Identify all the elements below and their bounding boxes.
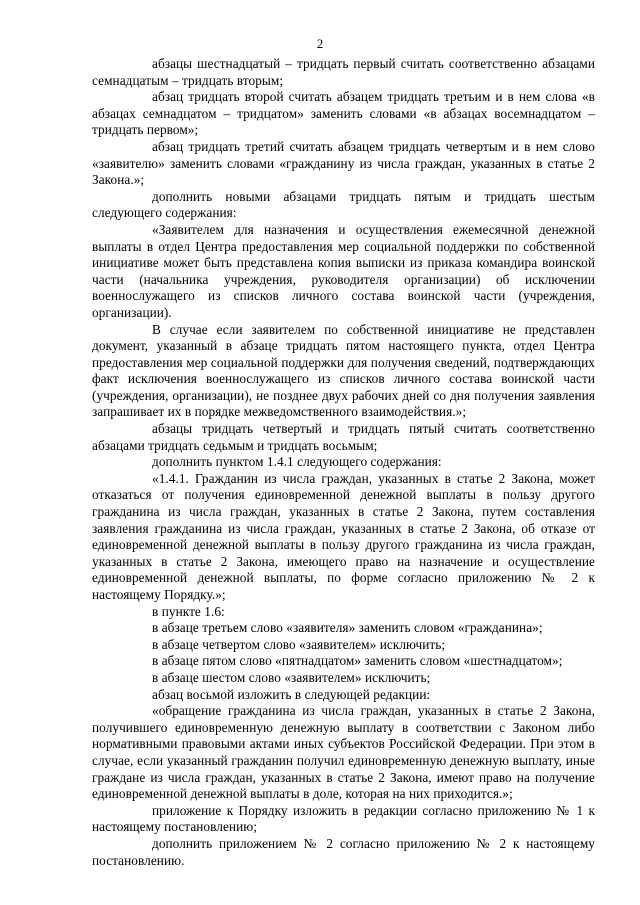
paragraph: абзац тридцать третий считать абзацем тридцать четвертым и в нем слово «заявителю» заменить словами «гражданину из числа граждан, указанных в статье 2 Закона.»; (92, 138, 595, 188)
paragraph: в пункте 1.6: (152, 603, 225, 619)
paragraph: дополнить пунктом 1.4.1 следующего содержания: (152, 454, 442, 470)
paragraph: В случае если заявителем по собственной инициативе не представлен документ, указанный в абзаце тридцать пятом настоящего пункта, отдел Центра предоставления мер социальной поддержки для получения сведений, подтверждающих факт исключения военнослужащего из списков личного состава воинской части (учреждения, организации), не позднее двух рабочих дней со дня получения заявления запрашивает их в порядке межведомственного взаимодействия.»; (92, 321, 595, 420)
paragraph: в абзаце пятом слово «пятнадцатом» заменить словом «шестнадцатом»; (152, 653, 563, 669)
document-body (92, 56, 595, 869)
page-number: 2 (316, 36, 324, 51)
paragraph: «1.4.1. Гражданин из числа граждан, указанных в статье 2 Закона, может отказаться от получения единовременной денежной выплаты в пользу другого гражданина из числа граждан, указанных в статье 2 Закона, путем составления заявления гражданина из числа граждан, указанных в статье 2 Закона, об отказе от единовременной денежной выплаты в пользу другого гражданина из числа граждан, указанных в статье 2 Закона, имеющего право на назначение и осуществление единовременной денежной выплаты, по форме согласно приложению № 2 к настоящему Порядку.»; (92, 470, 595, 602)
paragraph: дополнить новыми абзацами тридцать пятым и тридцать шестым следующего содержания: (92, 188, 595, 221)
paragraph: «Заявителем для назначения и осуществления ежемесячной денежной выплаты в отдел Центра предоставления мер социальной поддержки по собственной инициативе может быть представлена копия выписки из приказа командира воинской части (начальника учреждения, руководителя организации) об исключении военнослужащего из списков личного состава воинской части (учреждения, организации). (92, 221, 595, 320)
paragraph: абзац тридцать второй считать абзацем тридцать третьим и в нем слова «в абзацах семнадцатом – тридцатом» заменить словами «в абзацах восемнадцатом – тридцать первом»; (92, 89, 595, 138)
paragraph: в абзаце шестом слово «заявителем» исключить; (152, 669, 431, 685)
paragraph: приложение к Порядку изложить в редакции согласно приложению № 1 к настоящему постановлению; (92, 802, 595, 835)
paragraph: «обращение гражданина из числа граждан, указанных в статье 2 Закона, получившего единовременную денежную выплату в соответствии с Законом либо нормативными правовыми актами иных субъектов Российской Федерации. При этом в случае, если указанный гражданин получил единовременную денежную выплату, иные граждане из числа граждан, указанных в статье 2 Закона, имеют право на получение единовременной денежной выплаты в доле, которая на них приходится.»; (92, 703, 595, 802)
paragraph: в абзаце третьем слово «заявителя» заменить словом «гражданина»; (152, 620, 543, 636)
paragraph: абзац восьмой изложить в следующей редакции: (152, 686, 431, 702)
paragraph: абзацы тридцать четвертый и тридцать пятый считать соответственно абзацами тридцать седьмым и тридцать восьмым; (92, 421, 595, 453)
paragraph: в абзаце четвертом слово «заявителем» исключить; (152, 636, 446, 652)
paragraph: дополнить приложением № 2 согласно приложению № 2 к настоящему постановлению. (92, 835, 595, 868)
paragraph: абзацы шестнадцатый – тридцать первый считать соответственно абзацами семнадцатым – тридцать вторым; (92, 56, 595, 88)
